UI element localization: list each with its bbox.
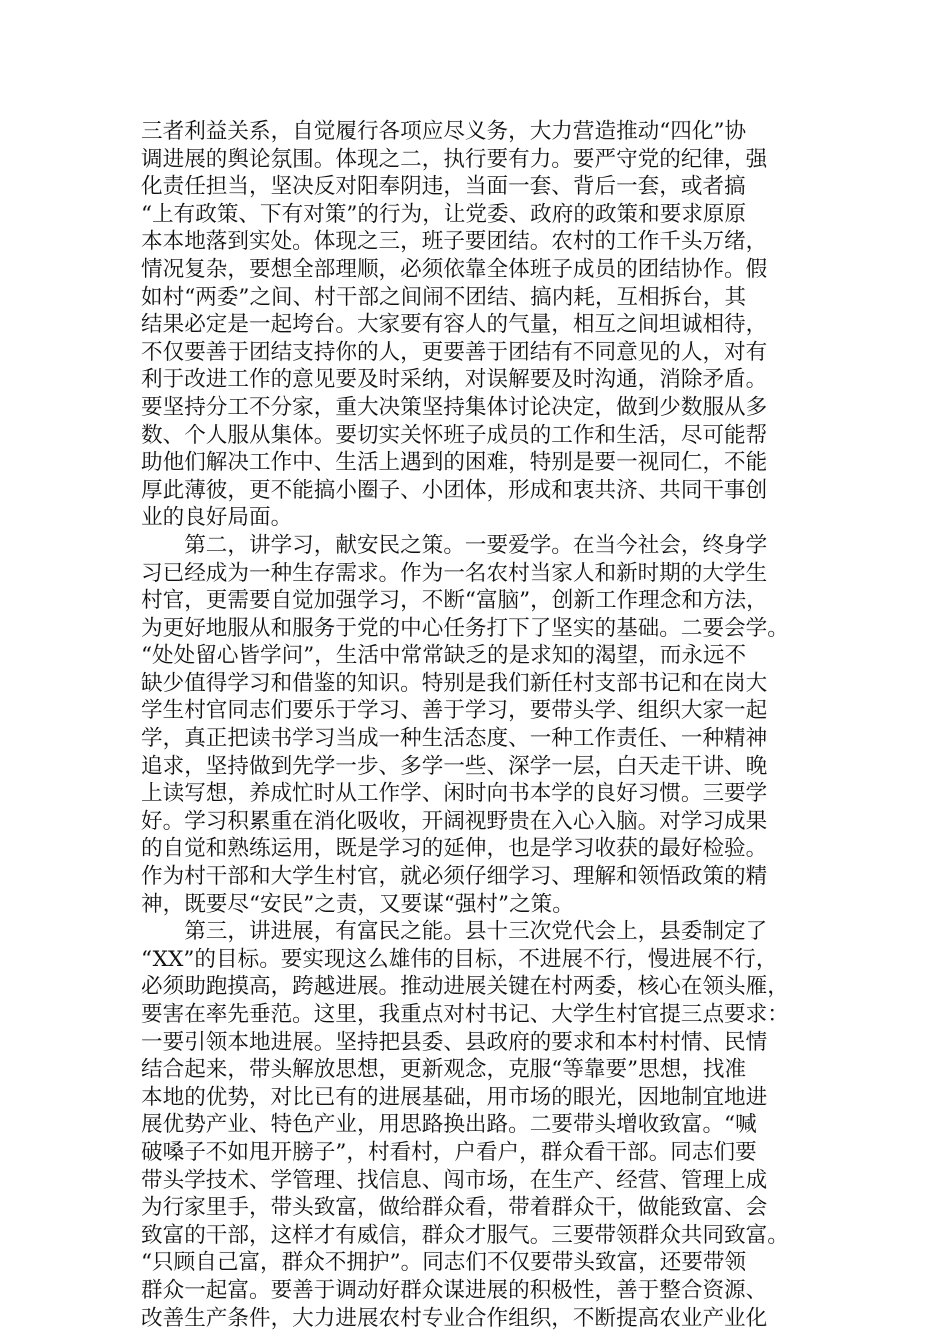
text-line: 利于改进工作的意见要及时采纳，对误解要及时沟通，消除矛盾。 — [141, 367, 768, 393]
text-line: 破嗓子不如甩开膀子”，村看村，户看户，群众看干部。同志们要 — [141, 1139, 757, 1165]
text-line: 学，真正把读书学习当成一种生活态度、一种工作责任、一种精神 — [141, 726, 768, 752]
document-page — [141, 118, 821, 1332]
text-line: “只顾自己富，群众不拥护”。同志们不仅要带头致富，还要带领 — [141, 1250, 747, 1276]
text-line: 一要引领本地进展。坚持把县委、县政府的要求和本村村情、民情 — [141, 1029, 768, 1055]
text-line: 结果必定是一起垮台。大家要有容人的气量，相互之间坦诚相待， — [141, 312, 768, 338]
text-line: 要害在率先垂范。这里，我重点对村书记、大学生村官提三点要求： — [141, 1002, 789, 1027]
text-line: 本地的优势，对比已有的进展基础，用市场的眼光，因地制宜地进 — [141, 1084, 768, 1110]
text-line: 追求，坚持做到先学一步、多学一些、深学一层，白天走干讲、晚 — [141, 753, 768, 779]
text-line: 的自觉和熟练运用，既是学习的延伸，也是学习收获的最好检验。 — [141, 836, 768, 862]
text-line: 要坚持分工不分家，重大决策坚持集体讨论决定，做到少数服从多 — [141, 394, 768, 420]
text-line: 上读写想，养成忙时从工作学、闲时向书本学的良好习惯。三要学 — [141, 781, 768, 807]
text-line: “处处留心皆学问”，生活中常常缺乏的是求知的渴望，而永远不 — [141, 643, 747, 669]
text-line: 作为村干部和大学生村官，就必须仔细学习、理解和领悟政策的精 — [141, 864, 768, 890]
text-line: 不仅要善于团结支持你的人，更要善于团结有不同意见的人，对有 — [141, 339, 768, 365]
text-line: 展优势产业、特色产业，用思路换出路。二要带头增收致富。“喊 — [141, 1112, 757, 1138]
text-line: 如村“两委”之间、村干部之间闹不团结、搞内耗，互相拆台，其 — [141, 284, 747, 310]
text-line: 习已经成为一种生存需求。作为一名农村当家人和新时期的大学生 — [141, 560, 768, 586]
text-line: 为行家里手，带头致富，做给群众看，带着群众干，做能致富、会 — [141, 1195, 768, 1221]
text-line: 为更好地服从和服务于党的中心任务打下了坚实的基础。二要会学。 — [141, 615, 789, 641]
text-line: 化责任担当，坚决反对阳奉阴违，当面一套、背后一套，或者搞 — [141, 174, 746, 200]
text-line: 缺少值得学习和借鉴的知识。特别是我们新任村支部书记和在岗大 — [141, 670, 768, 696]
text-line: 村官，更需要自觉加强学习，不断“富脑”，创新工作理念和方法， — [141, 588, 768, 614]
text-line: “上有政策、下有对策”的行为，让党委、政府的政策和要求原原 — [141, 201, 747, 227]
text-line: 结合起来，带头解放思想，更新观念，克服“等靠要”思想，找准 — [141, 1057, 747, 1083]
text-line: 好。学习积累重在消化吸收，开阔视野贵在入心入脑。对学习成果 — [141, 808, 768, 834]
paragraph-start-line: 第二，讲学习，献安民之策。一要爱学。在当今社会，终身学 — [141, 532, 768, 558]
paragraph-start-line: 第三，讲进展，有富民之能。县十三次党代会上，县委制定了 — [141, 919, 768, 945]
text-line: 带头学技术、学管理、找信息、闯市场，在生产、经营、管理上成 — [141, 1167, 768, 1193]
text-line: 本本地落到实处。体现之三，班子要团结。农村的工作千头万绪， — [141, 229, 768, 255]
text-line: 必须助跑摸高，跨越进展。推动进展关键在村两委，核心在领头雁， — [141, 974, 789, 1000]
text-line: 神，既要尽“安民”之责，又要谋“强村”之策。 — [141, 891, 574, 917]
text-line: “XX”的目标。要实现这么雄伟的目标，不进展不行，慢进展不行， — [141, 946, 778, 972]
text-line: 数、个人服从集体。要切实关怀班子成员的工作和生活，尽可能帮 — [141, 422, 768, 448]
text-line: 情况复杂，要想全部理顺，必须依靠全体班子成员的团结协作。假 — [141, 256, 768, 282]
text-line: 致富的干部，这样才有威信，群众才服气。三要带领群众共同致富。 — [141, 1222, 789, 1248]
text-line: 学生村官同志们要乐于学习、善于学习，要带头学、组织大家一起 — [141, 698, 768, 724]
text-line: 三者利益关系，自觉履行各项应尽义务，大力营造推动“四化”协 — [141, 119, 747, 144]
text-line: 群众一起富。要善于调动好群众谋进展的积极性，善于整合资源、 — [141, 1277, 768, 1303]
text-line: 厚此薄彼，更不能搞小圈子、小团体，形成和衷共济、共同干事创 — [141, 477, 768, 503]
text-line: 业的良好局面。 — [141, 505, 293, 531]
text-line: 助他们解决工作中、生活上遇到的困难，特别是要一视同仁，不能 — [141, 450, 768, 476]
text-line: 调进展的舆论氛围。体现之二，执行要有力。要严守党的纪律，强 — [141, 146, 768, 172]
text-line: 改善生产条件，大力进展农村专业合作组织，不断提高农业产业化 — [141, 1305, 768, 1331]
